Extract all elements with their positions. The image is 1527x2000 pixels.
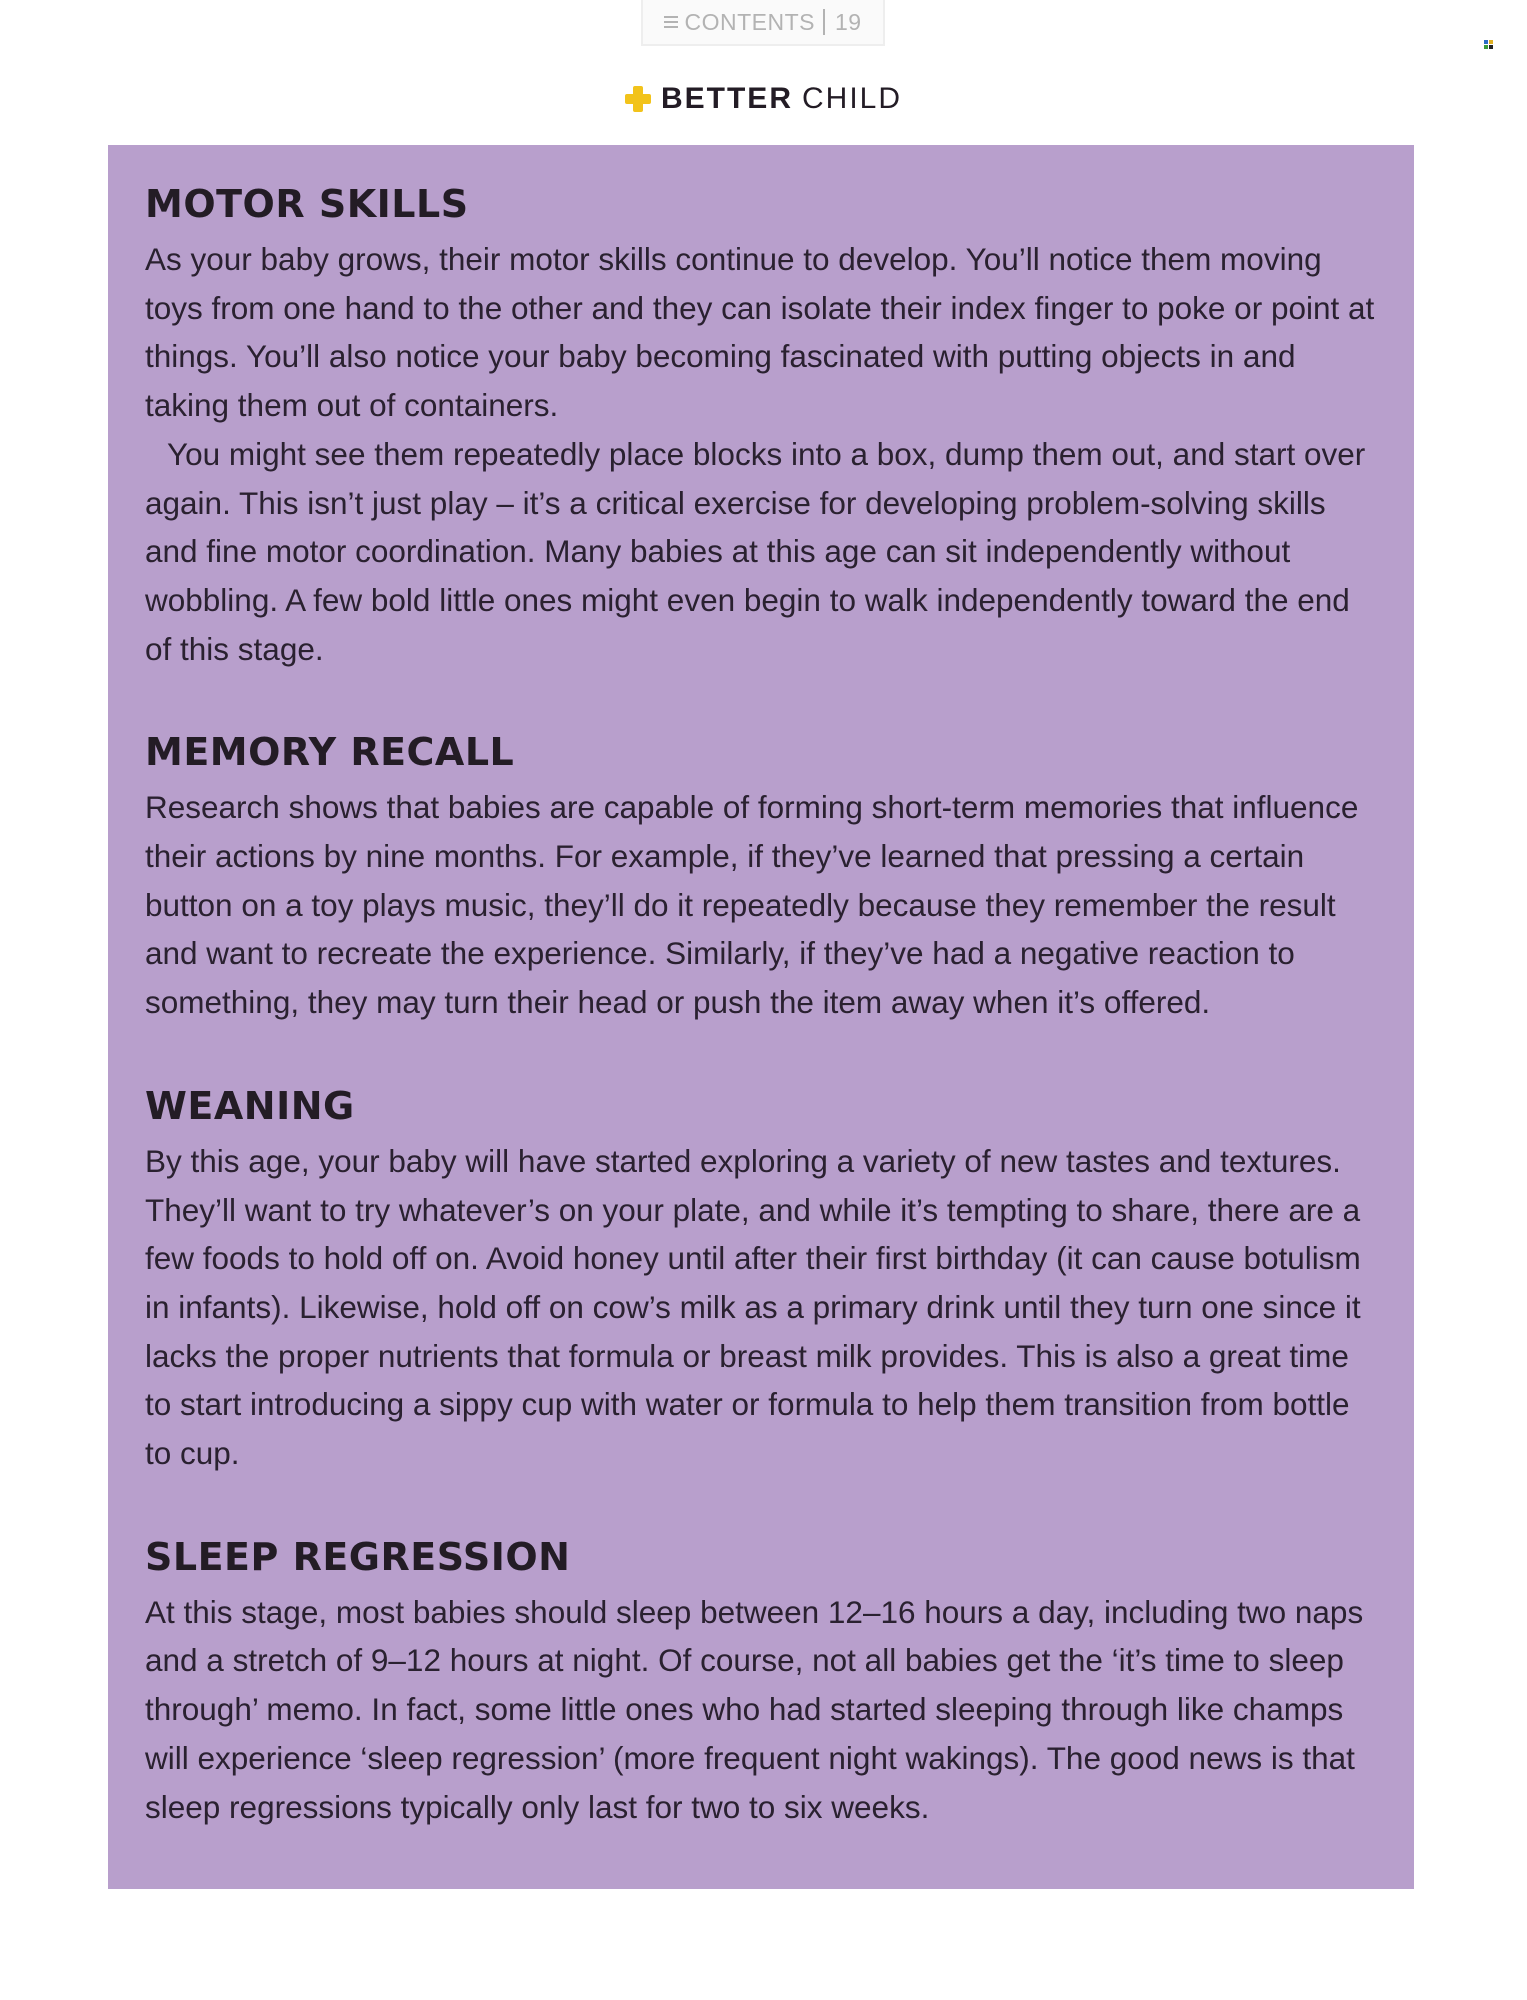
menu-icon (664, 13, 678, 31)
section-memory-recall (145, 725, 1378, 1027)
section-paragraph: As your baby grows, their motor skills continue to develop. You’ll notice them moving toys from one hand to the other and they can isolate their index finger to poke or point at things. You’ll also notice your baby becoming fascinated with putting objects in and taking them out of containers. (145, 241, 1375, 424)
section-paragraph: You might see them repeatedly place blocks into a box, dump them out, and start over again. This isn’t just play – it’s a critical exercise for developing problem-solving skills and fine motor coordination. Many babies at this age can sit independently without wobbling. A few bold little ones might even begin to walk independently toward the end of this stage. (145, 435, 1366, 667)
section-paragraph: Research shows that babies are capable of forming short-term memories that influence their actions by nine months. For example, if they’ve learned that pressing a certain button on a toy plays music, they’ll do it repeatedly because they remember the result and want to recreate the experience. Similarly, if they’ve had a negative reaction to something, they may turn their head or push the item away when it’s offered. (145, 789, 1359, 1021)
contents-nav-button[interactable] (641, 0, 885, 46)
section-heading: MEMORY RECALL (145, 730, 515, 775)
contents-divider (823, 9, 825, 35)
section-heading: MOTOR SKILLS (145, 182, 469, 226)
section-weaning (145, 1079, 1378, 1478)
brand-name-bold: BETTER (660, 82, 793, 115)
brand-name-light: CHILD (801, 82, 902, 115)
section-heading: WEANING (145, 1083, 355, 1128)
article-panel (108, 145, 1414, 1889)
contents-label: CONTENTS (684, 8, 815, 35)
corner-mark-icon (1484, 40, 1494, 50)
section-motor-skills (145, 177, 1378, 673)
plus-icon (625, 86, 651, 112)
section-sleep-regression (145, 1530, 1378, 1832)
section-paragraph: By this age, your baby will have started exploring a variety of new tastes and textures. They’ll want to try whatever’s on your plate, and while it’s tempting to share, there are a few foods to hold off on. Avoid honey until after their first birthday (it can cause botulism in infants). Likewise, hold off on cow’s milk as a primary drink until they turn one since it lacks the proper nutrients that formula or breast milk provides. This is also a great time to start introducing a sippy cup with water or formula to help them transition from bottle to cup. (145, 1142, 1361, 1472)
page-number: 19 (834, 8, 862, 35)
section-paragraph: At this stage, most babies should sleep between 12–16 hours a day, including two naps and a stretch of 9–12 hours at night. Of course, not all babies get the ‘it’s time to sleep through’ memo. In fact, some little ones who had started sleeping through like champs will experience ‘sleep regression’ (more frequent night wakings). The good news is that sleep regressions typically only last for two to six weeks. (145, 1593, 1364, 1825)
section-heading: SLEEP REGRESSION (145, 1534, 571, 1579)
brand-header (0, 76, 1527, 122)
